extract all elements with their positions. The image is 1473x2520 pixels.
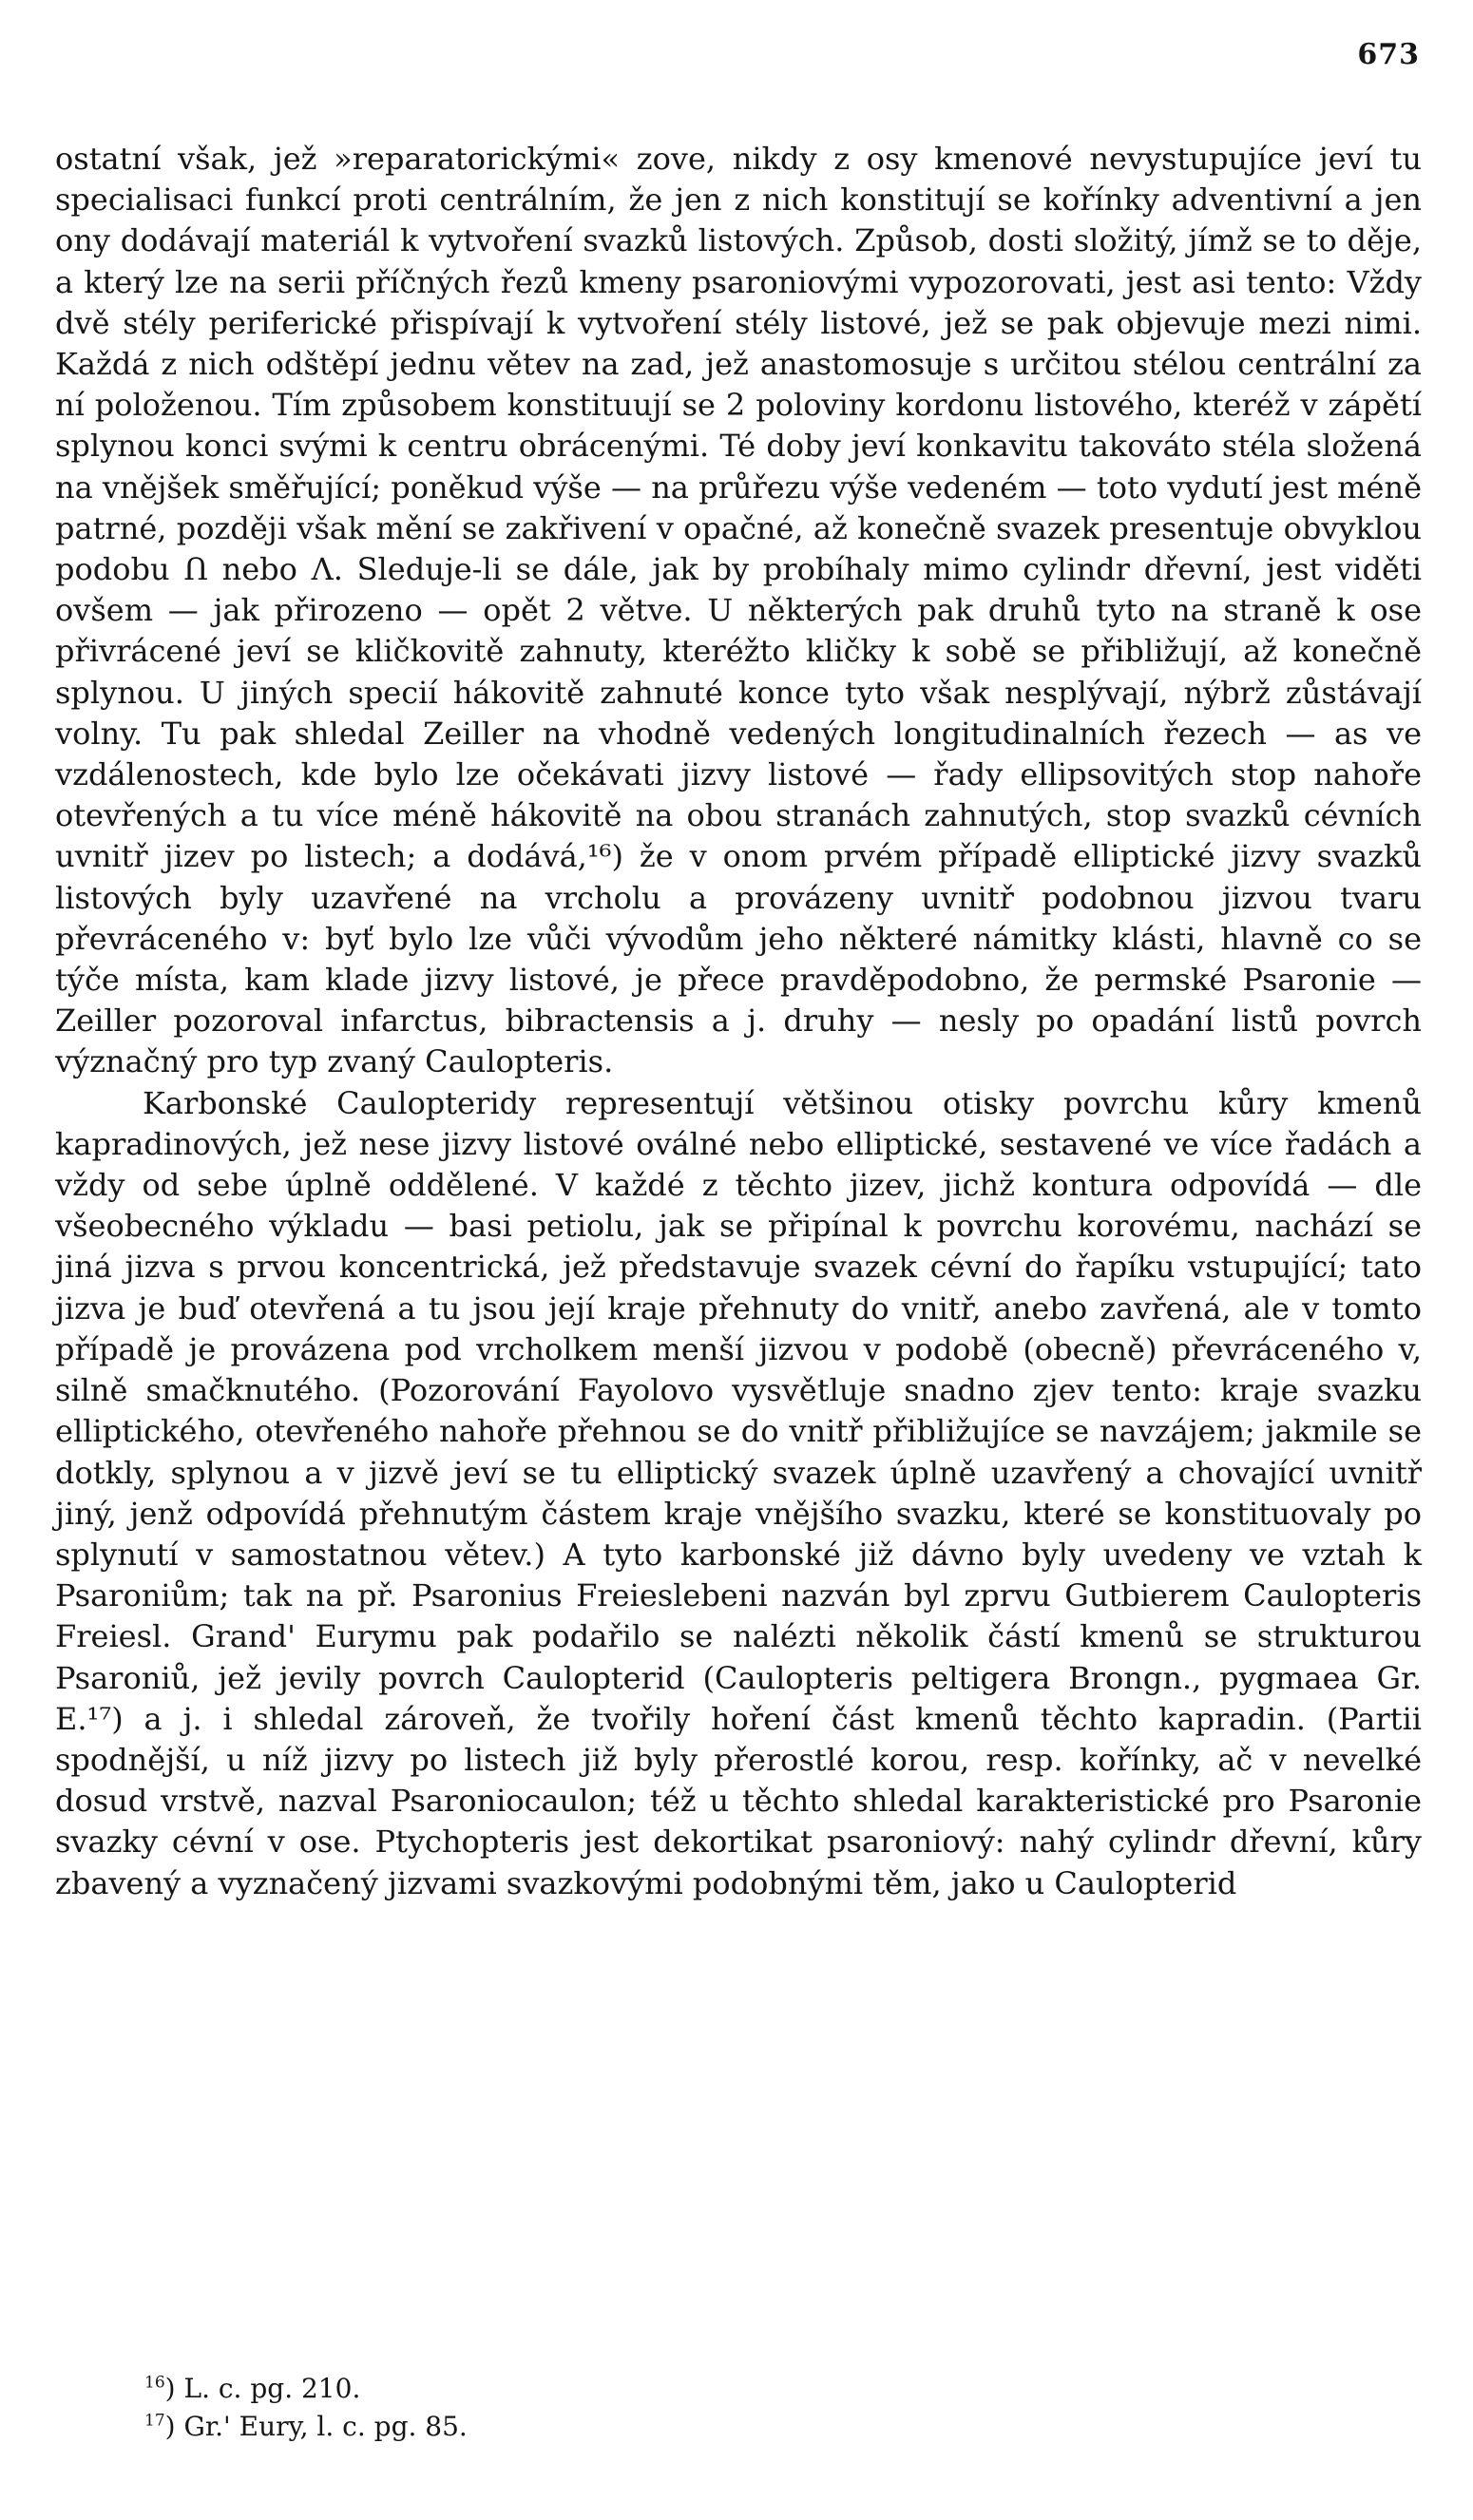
footnotes xyxy=(144,2370,468,2446)
paragraph-2: Karbonské Caulopteridy representují většinou otisky povrchu kůry kmenů kapradinových, jež nese jizvy listové oválné nebo elliptické, sestavené ve více řadách a vždy od sebe úplně oddělené. V každé z těchto jizev, jichž kontura odpovídá — dle všeobecného výkladu — basi petiolu, jak se připínal k povrchu korovému, nachází se jiná jizva s prvou koncentrická, jež představuje svazek cévní do řapíku vstupující; tato jizva je buď otevřená a tu jsou její kraje přehnuty do vnitř, anebo zavřená, ale v tomto případě je provázena pod vrcholkem menší jizvou v podobě (obecně) převráceného v, silně smačknutého. (Pozorování Fayolovo vysvětluje snadno zjev tento: kraje svazku elliptického, otevřeného nahoře přehnou se do vnitř přibližujíce se navzájem; jakmile se dotkly, splynou a v jizvě jeví se tu elliptický svazek úplně uzavřený a chovající uvnitř jiný, jenž odpovídá přehnutým částem kraje vnějšího svazku, které se konstituovaly po splynutí v samostatnou větev.) A tyto karbonské již dávno byly uvedeny ve vztah k Psaroniům; tak na př. Psaronius Freieslebeni nazván byl zprvu Gutbierem Caulopteris Freiesl. Grand' Eurymu pak podařilo se nalézti několik částí kmenů se strukturou Psaroniů, jež jevily povrch Caulopterid (Caulopteris peltigera Brongn., pygmaea Gr. E.¹⁷) a j. i shledal zároveň, že tvořily hoření část kmenů těchto kapradin. (Partii spodnější, u níž jizvy po listech již byly přerostlé korou, resp. kořínky, ač v nevelké dosud vrstvě, nazval Psaroniocaulon; též u těchto shledal karakteristické pro Psaronie svazky cévní v ose. Ptychopteris jest dekortikat psaroniový: nahý cylindr dřevní, kůry zbavený a vyznačený jizvami svazkovými podobnými těm, jako u Caulopterid xyxy=(55,1084,1422,1901)
page-number: 673 xyxy=(1357,38,1420,71)
footnote-text: Gr.' Eury, l. c. pg. 85. xyxy=(183,2411,468,2442)
footnote-mark: 16 xyxy=(144,2373,165,2393)
paragraph-1: ostatní však, jež »reparatorickými« zove, nikdy z osy kmenové nevystupujíce jeví tu specialisaci funkcí proti centrálním, že jen z nich konstitují se kořínky adventivní a jen ony dodávají materiál k vytvoření svazků listových. Způsob, dosti složitý, jímž se to děje, a který lze na serii příčných řezů kmeny psaroniovými vypozorovati, jest asi tento: Vždy dvě stély periferické přispívají k vytvoření stély listové, jež se pak objevuje mezi nimi. Každá z nich odštěpí jednu větev na zad, jež anastomosuje s určitou stélou centrální za ní položenou. Tím způsobem konstituují se 2 poloviny kordonu listového, kteréž v zápětí splynou konci svými k centru obrácenými. Té doby jeví konkavitu takováto stéla složená na vnějšek směřující; poněkud výše — na průřezu výše vedeném — toto vydutí jest méně patrné, později však mění se zakřivení v opačné, až konečně svazek presentuje obvyklou podobu Ո nebo Λ. Sleduje-li se dále, jak by probíhaly mimo cylindr dřevní, jest viděti ovšem — jak přirozeno — opět 2 větve. U některých pak druhů tyto na straně k ose přivrácené jeví se kličkovitě zahnuty, kteréžto kličky k sobě se přibližují, až konečně splynou. U jiných specií hákovitě zahnuté konce tyto však nesplývají, nýbrž zůstávají volny. Tu pak shledal Zeiller na vhodně vedených longitudinalních řezech — as ve vzdálenostech, kde bylo lze očekávati jizvy listové — řady ellipsovitých stop nahoře otevřených a tu více méně hákovitě na obou stranách zahnutých, stop svazků cévních uvnitř jizev po listech; a dodává,¹⁶) že v onom prvém případě elliptické jizvy svazků listových byly uzavřené na vrcholu a provázeny uvnitř podobnou jizvou tvaru převráceného v: byť bylo lze vůči vývodům jeho některé námitky klásti, hlavně co se týče místa, kam klade jizvy listové, je přece pravděpodobno, že permské Psaronie — Zeiller pozoroval infarctus, bibractensis a j. druhy — nesly po opadání listů povrch význačný pro typ zvaný Caulopteris. xyxy=(55,141,1422,1080)
body-text xyxy=(55,139,1422,1904)
footnote-mark: 17 xyxy=(144,2411,165,2431)
footnote-16: $^{16}$) L. c. pg. 210. xyxy=(144,2373,361,2404)
footnote-17: $^{17}$) Gr.' Eury, l. c. pg. 85. xyxy=(144,2411,468,2442)
footnote-text: L. c. pg. 210. xyxy=(183,2373,361,2404)
